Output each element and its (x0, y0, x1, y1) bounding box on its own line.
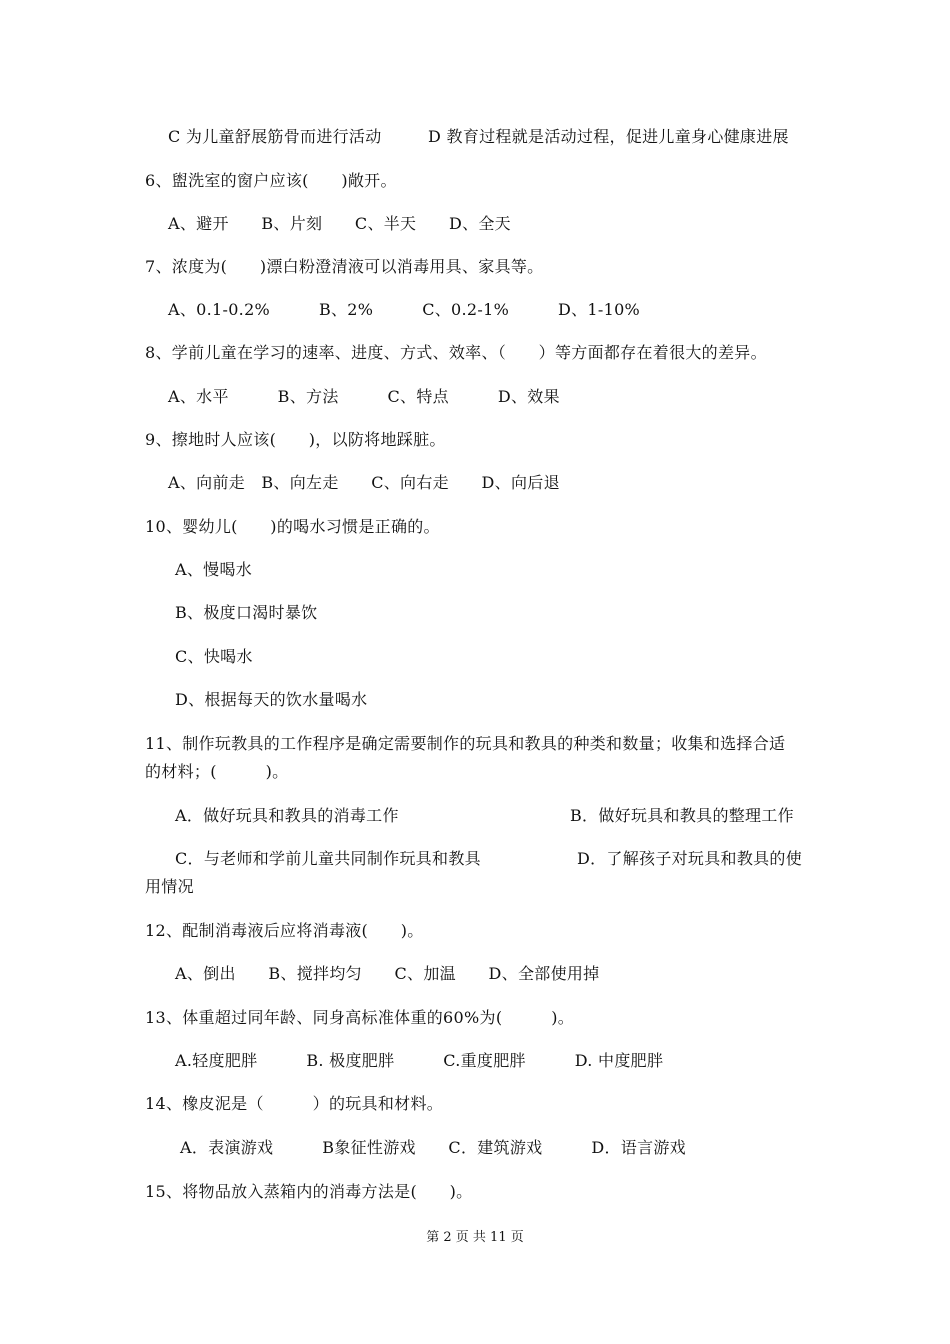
question-14: 14、橡皮泥是（ ）的玩具和材料。 (145, 1094, 444, 1113)
question-12: 12、配制消毒液后应将消毒液( )。 (145, 921, 424, 940)
question-8: 8、学前儿童在学习的速率、进度、方式、效率、（ ）等方面都存在着很大的差异。 (145, 343, 767, 362)
question-9-options: A、向前走 B、向左走 C、向右走 D、向后退 (168, 473, 560, 492)
question-12-options: A、倒出 B、搅拌均匀 C、加温 D、全部使用掉 (175, 964, 600, 983)
question-6-options: A、避开 B、片刻 C、半天 D、全天 (168, 214, 511, 233)
question-15: 15、将物品放入蒸箱内的消毒方法是( )。 (145, 1182, 473, 1201)
question-7-options: A、0.1-0.2% B、2% C、0.2-1% D、1-10% (168, 300, 641, 319)
question-11-continued: 的材料；( )。 (145, 762, 289, 781)
question-14-options: A．表演游戏 B象征性游戏 C．建筑游戏 D．语言游戏 (180, 1138, 686, 1157)
question-11-option-d-continued: 用情况 (145, 877, 194, 896)
question-11-option-b: B．做好玩具和教具的整理工作 (570, 806, 794, 825)
question-11-option-c: C．与老师和学前儿童共同制作玩具和教具 (175, 849, 481, 868)
question-11-option-a: A．做好玩具和教具的消毒工作 (175, 806, 399, 825)
question-11-option-d: D．了解孩子对玩具和教具的使 (577, 849, 803, 868)
question-10-option-a: A、慢喝水 (175, 560, 253, 579)
question-10-option-c: C、快喝水 (175, 647, 253, 666)
option-c: C 为儿童舒展筋骨而进行活动 (168, 127, 382, 146)
question-8-options: A、水平 B、方法 C、特点 D、效果 (168, 387, 560, 406)
question-11: 11、制作玩教具的工作程序是确定需要制作的玩具和教具的种类和数量；收集和选择合适 (145, 734, 786, 753)
question-6: 6、盥洗室的窗户应该( )敞开。 (145, 171, 397, 190)
option-d: D 教育过程就是活动过程，促进儿童身心健康进展 (428, 127, 789, 146)
question-10-option-b: B、极度口渴时暴饮 (175, 603, 318, 622)
question-7: 7、浓度为( )漂白粉澄清液可以消毒用具、家具等。 (145, 257, 544, 276)
question-9: 9、擦地时人应该( )，以防将地踩脏。 (145, 430, 446, 449)
page-footer: 第 2 页 共 11 页 (426, 1230, 524, 1245)
question-10: 10、婴幼儿( )的喝水习惯是正确的。 (145, 517, 440, 536)
question-10-option-d: D、根据每天的饮水量喝水 (175, 690, 368, 709)
question-13-options: A.轻度肥胖 B. 极度肥胖 C.重度肥胖 D. 中度肥胖 (175, 1051, 664, 1070)
question-13: 13、体重超过同年龄、同身高标准体重的60%为( )。 (145, 1008, 575, 1027)
